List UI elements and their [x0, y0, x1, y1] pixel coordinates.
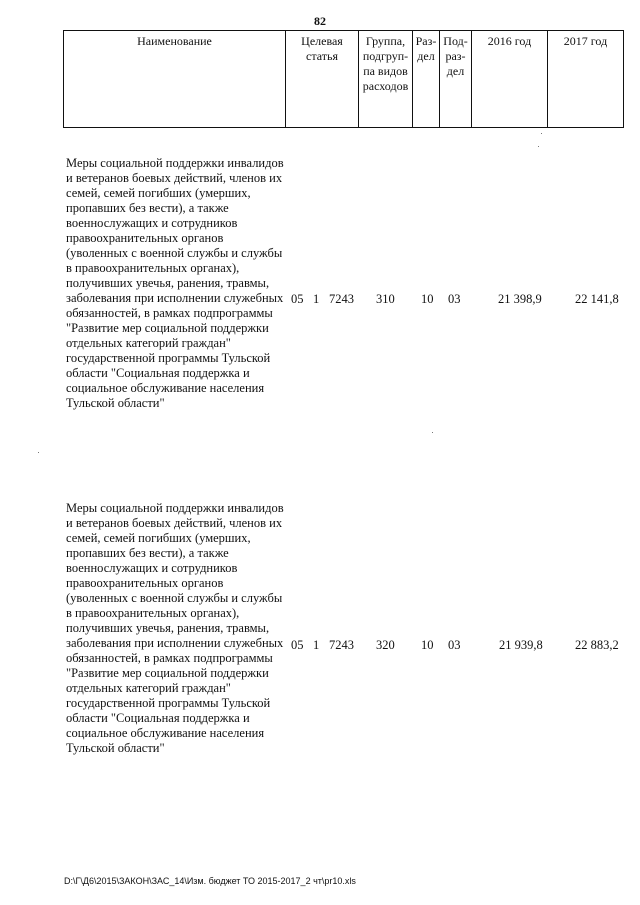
- scan-speck: [432, 432, 433, 433]
- header-section: Раз- дел: [413, 31, 440, 127]
- scan-speck: [38, 452, 39, 453]
- row-target-article-subprogram: 1: [313, 638, 320, 652]
- row-target-article-program: 05: [291, 292, 304, 306]
- header-expense-group: Группа, подгруп- па видов расходов: [359, 31, 413, 127]
- row-amount-2016: 21 939,8: [499, 638, 543, 652]
- scan-speck: [538, 146, 539, 147]
- scan-speck: [541, 133, 542, 134]
- table-row: [0, 156, 640, 456]
- row-expense-group: 310: [376, 292, 395, 306]
- file-path-footer: D:\Г\Д6\2015\ЗАКОН\ЗАС_14\Изм. бюджет ТО 2015-2017_2 чт\pr10.xls: [64, 876, 356, 886]
- row-section: 10: [421, 638, 434, 652]
- row-target-article-code: 7243: [329, 638, 354, 652]
- header-year-2017: 2017 год: [563, 34, 608, 48]
- header-subsection: Под- раз- дел: [440, 31, 472, 127]
- row-target-article-program: 05: [291, 638, 304, 652]
- row-amount-2017: 22 883,2: [575, 638, 619, 652]
- page-number: 82: [314, 14, 326, 28]
- row-expense-group: 320: [376, 638, 395, 652]
- header-year-2016: 2016 год: [472, 31, 548, 127]
- header-name: Наименование: [64, 31, 286, 127]
- row-name: Меры социальной поддержки инвалидов и ветеранов боевых действий, членов их семей, семей погибших (умерших, пропавших без вести), а также военнослужащих и сотрудников правоохранительных органов (уволенных с военной службы и службы в правоохранительных органах), получивших увечья, ранения, травмы, заболевания при исполнении служебных обязанностей, в рамках подпрограммы "Развитие мер социальной поддержки отдельных категорий граждан" государственной программы Тульской области "Социальная поддержка и социальное обслуживание населения Тульской области": [66, 156, 284, 410]
- table-header: [63, 30, 624, 128]
- row-target-article-code: 7243: [329, 292, 354, 306]
- row-target-article-subprogram: 1: [313, 292, 320, 306]
- row-subsection: 03: [448, 292, 461, 306]
- table-row: [0, 501, 640, 801]
- header-target-article: Целевая статья: [286, 31, 359, 127]
- row-subsection: 03: [448, 638, 461, 652]
- row-section: 10: [421, 292, 434, 306]
- row-amount-2016: 21 398,9: [498, 292, 542, 306]
- row-amount-2017: 22 141,8: [575, 292, 619, 306]
- row-name: Меры социальной поддержки инвалидов и ветеранов боевых действий, членов их семей, семей погибших (умерших, пропавших без вести), а также военнослужащих и сотрудников правоохранительных органов (уволенных с военной службы и службы в правоохранительных органах), получивших увечья, ранения, травмы, заболевания при исполнении служебных обязанностей, в рамках подпрограммы "Развитие мер социальной поддержки отдельных категорий граждан" государственной программы Тульской области "Социальная поддержка и социальное обслуживание населения Тульской области": [66, 501, 284, 755]
